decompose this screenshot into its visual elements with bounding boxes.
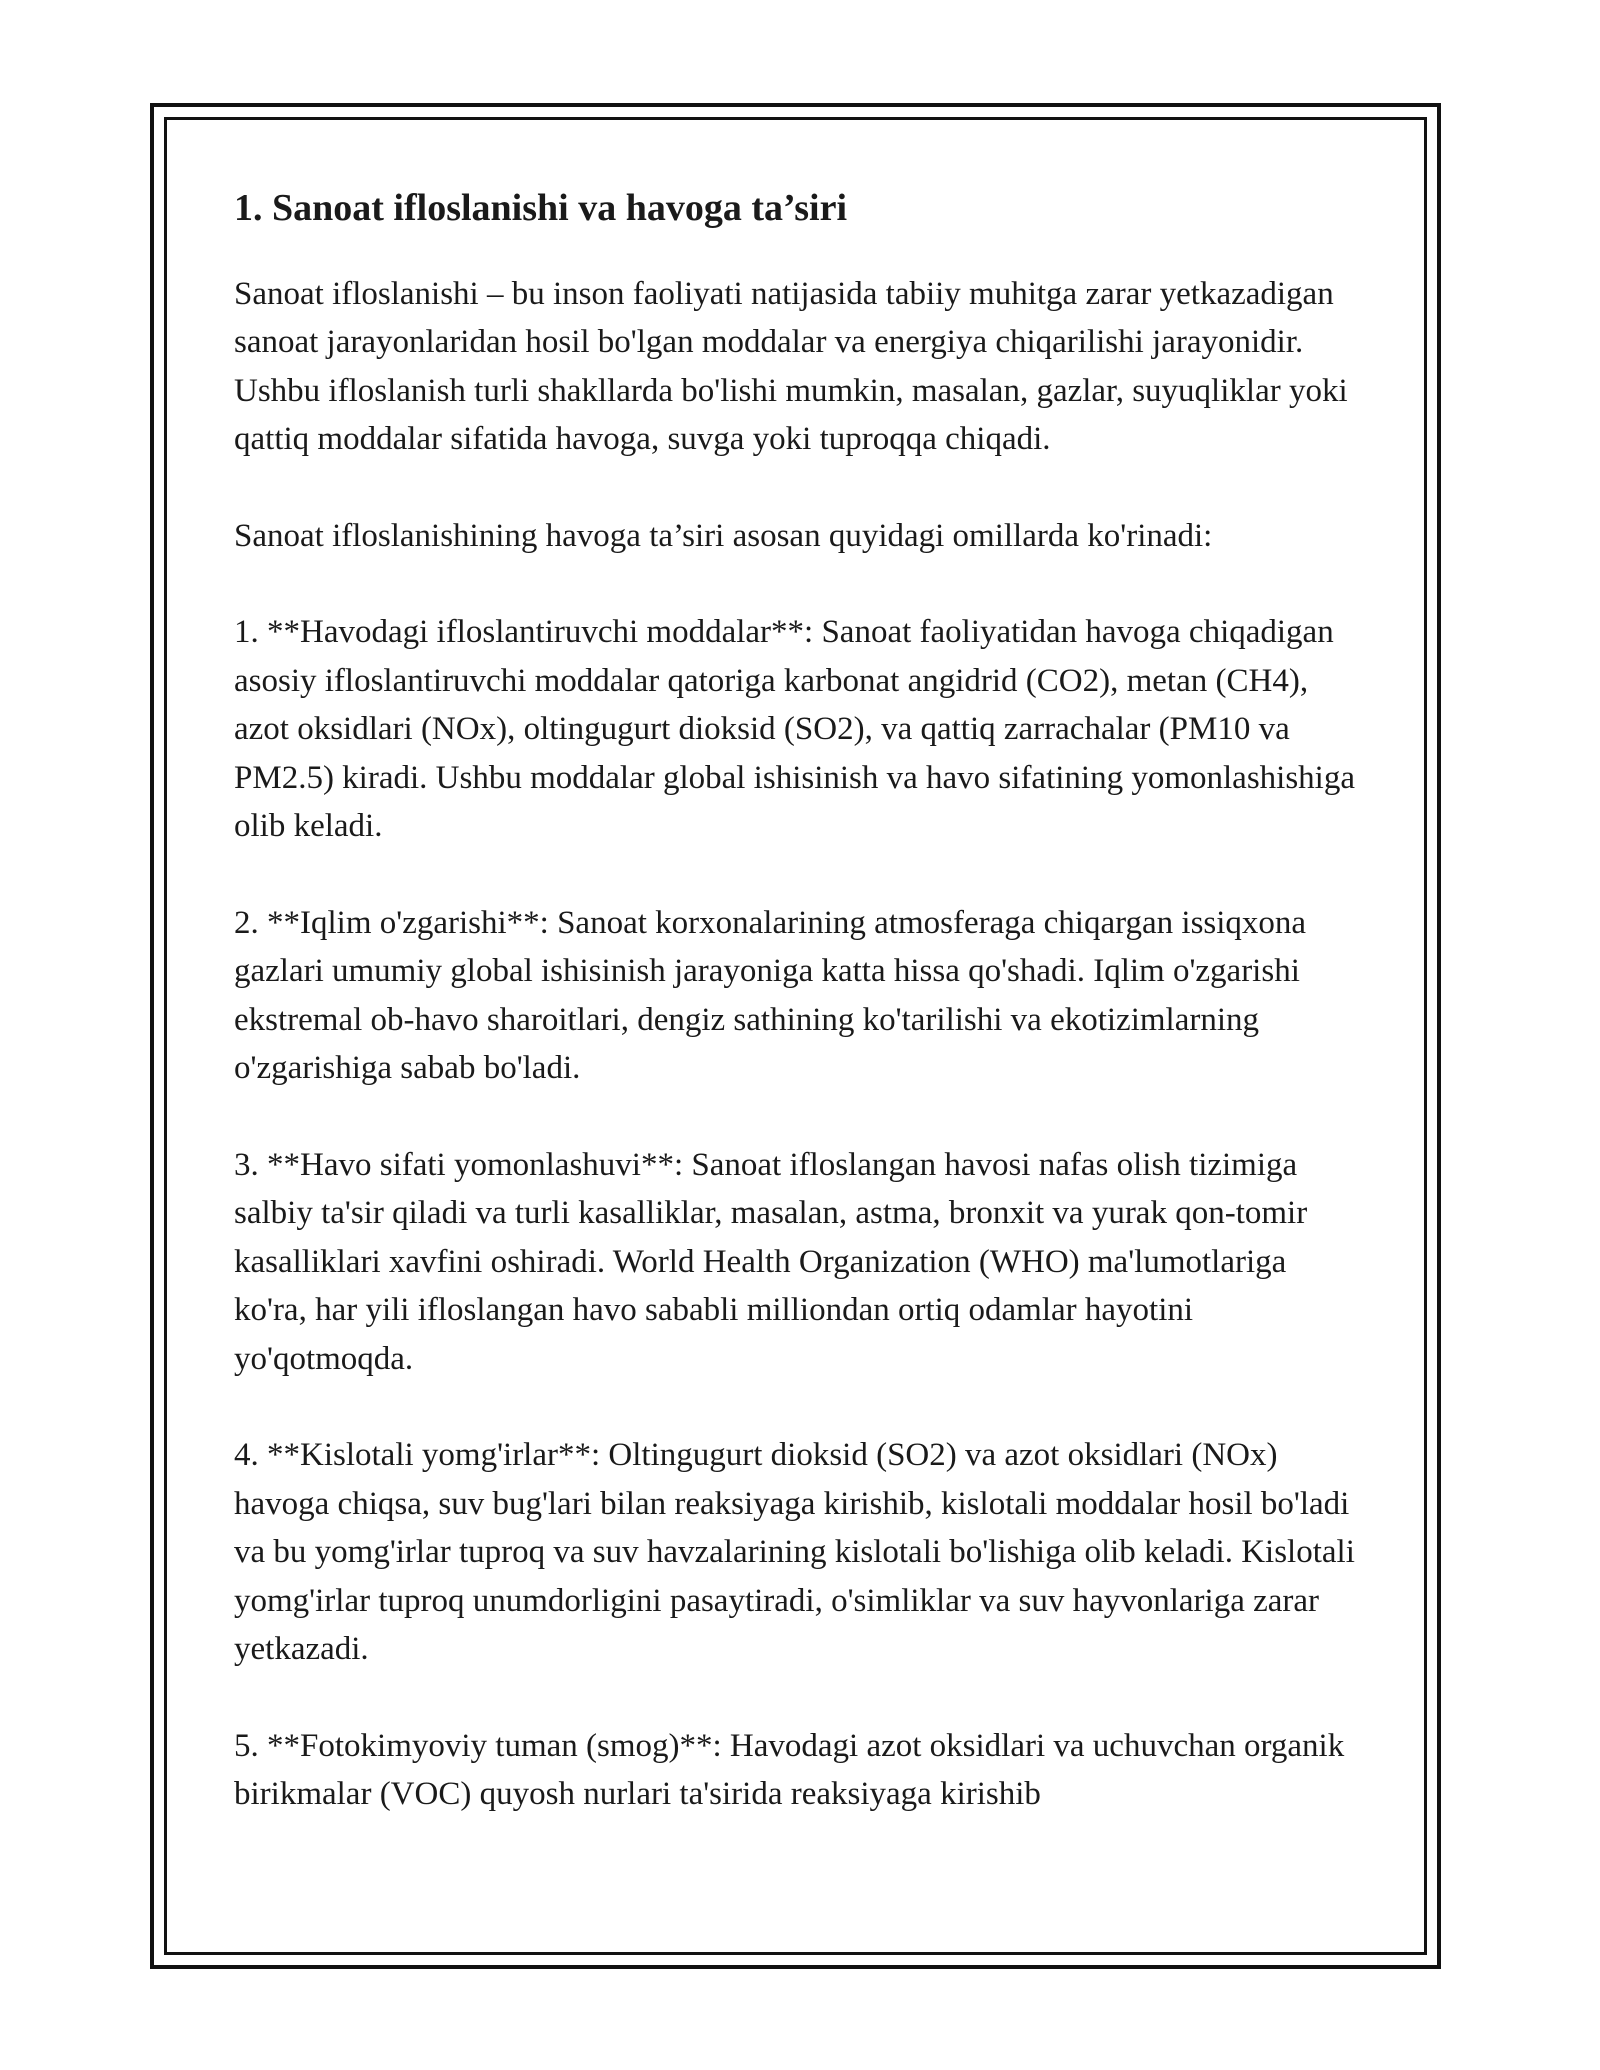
section-heading: 1. Sanoat ifloslanishi va havoga ta’siri [234, 187, 848, 229]
paragraph-intro: Sanoat ifloslanishi – bu inson faoliyati natijasida tabiiy muhitga zarar yetkazadigan sanoat jarayonlaridan hosil bo'lgan moddalar va energiya chiqarilishi jarayonidir. Ushbu ifloslanish turli shakllarda bo'lishi mumkin, masalan, gazlar, suyuqliklar yoki qattiq moddalar sifatida havoga, suvga yoki tuproqqa chiqadi. [234, 275, 1348, 458]
list-item-1: 1. **Havodagi ifloslantiruvchi moddalar**: Sanoat faoliyatidan havoga chiqadigan asosiy ifloslantiruvchi moddalar qatoriga karbonat angidrid (CO2), metan (CH4), azot oksidlari (NOx), oltingugurt dioksid (SO2), va qattiq zarrachalar (PM10 va PM2.5) kiradi. Ushbu moddalar global ishisinish va havo sifatining yomonlashishiga olib keladi. [234, 614, 1355, 845]
list-item-2: 2. **Iqlim o'zgarishi**: Sanoat korxonalarining atmosferaga chiqargan issiqxona gazlari umumiy global ishisinish jarayoniga katta hissa qo'shadi. Iqlim o'zgarishi ekstremal ob-havo sharoitlari, dengiz sathining ko'tarilishi va ekotizimlarning o'zgarishiga sabab bo'ladi. [234, 904, 1307, 1087]
list-item-5: 5. **Fotokimyoviy tuman (smog)**: Havodagi azot oksidlari va uchuvchan organik birikmalar (VOC) quyosh nurlari ta'sirida reaksiyaga kirishib [234, 1727, 1345, 1813]
paragraph-lead-in: Sanoat ifloslanishining havoga ta’siri asosan quyidagi omillarda ko'rinadi: [234, 517, 1213, 554]
document-body [234, 186, 1364, 1867]
list-item-4: 4. **Kislotali yomg'irlar**: Oltingugurt dioksid (SO2) va azot oksidlari (NOx) havoga chiqsa, suv bug'lari bilan reaksiyaga kirishib, kislotali moddalar hosil bo'ladi va bu yomg'irlar tuproq va suv havzalarining kislotali bo'lishiga olib keladi. Kislotali yomg'irlar tuproq unumdorligini pasaytiradi, o'simliklar va suv hayvonlariga zarar yetkazadi. [234, 1437, 1355, 1668]
list-item-3: 3. **Havo sifati yomonlashuvi**: Sanoat ifloslangan havosi nafas olish tizimiga salbiy ta'sir qiladi va turli kasalliklar, masalan, astma, bronxit va yurak qon-tomir kasalliklari xavfini oshiradi. World Health Organization (WHO) ma'lumotlariga ko'ra, har yili ifloslangan havo sababli milliondan ortiq odamlar hayotini yo'qotmoqda. [234, 1146, 1308, 1377]
